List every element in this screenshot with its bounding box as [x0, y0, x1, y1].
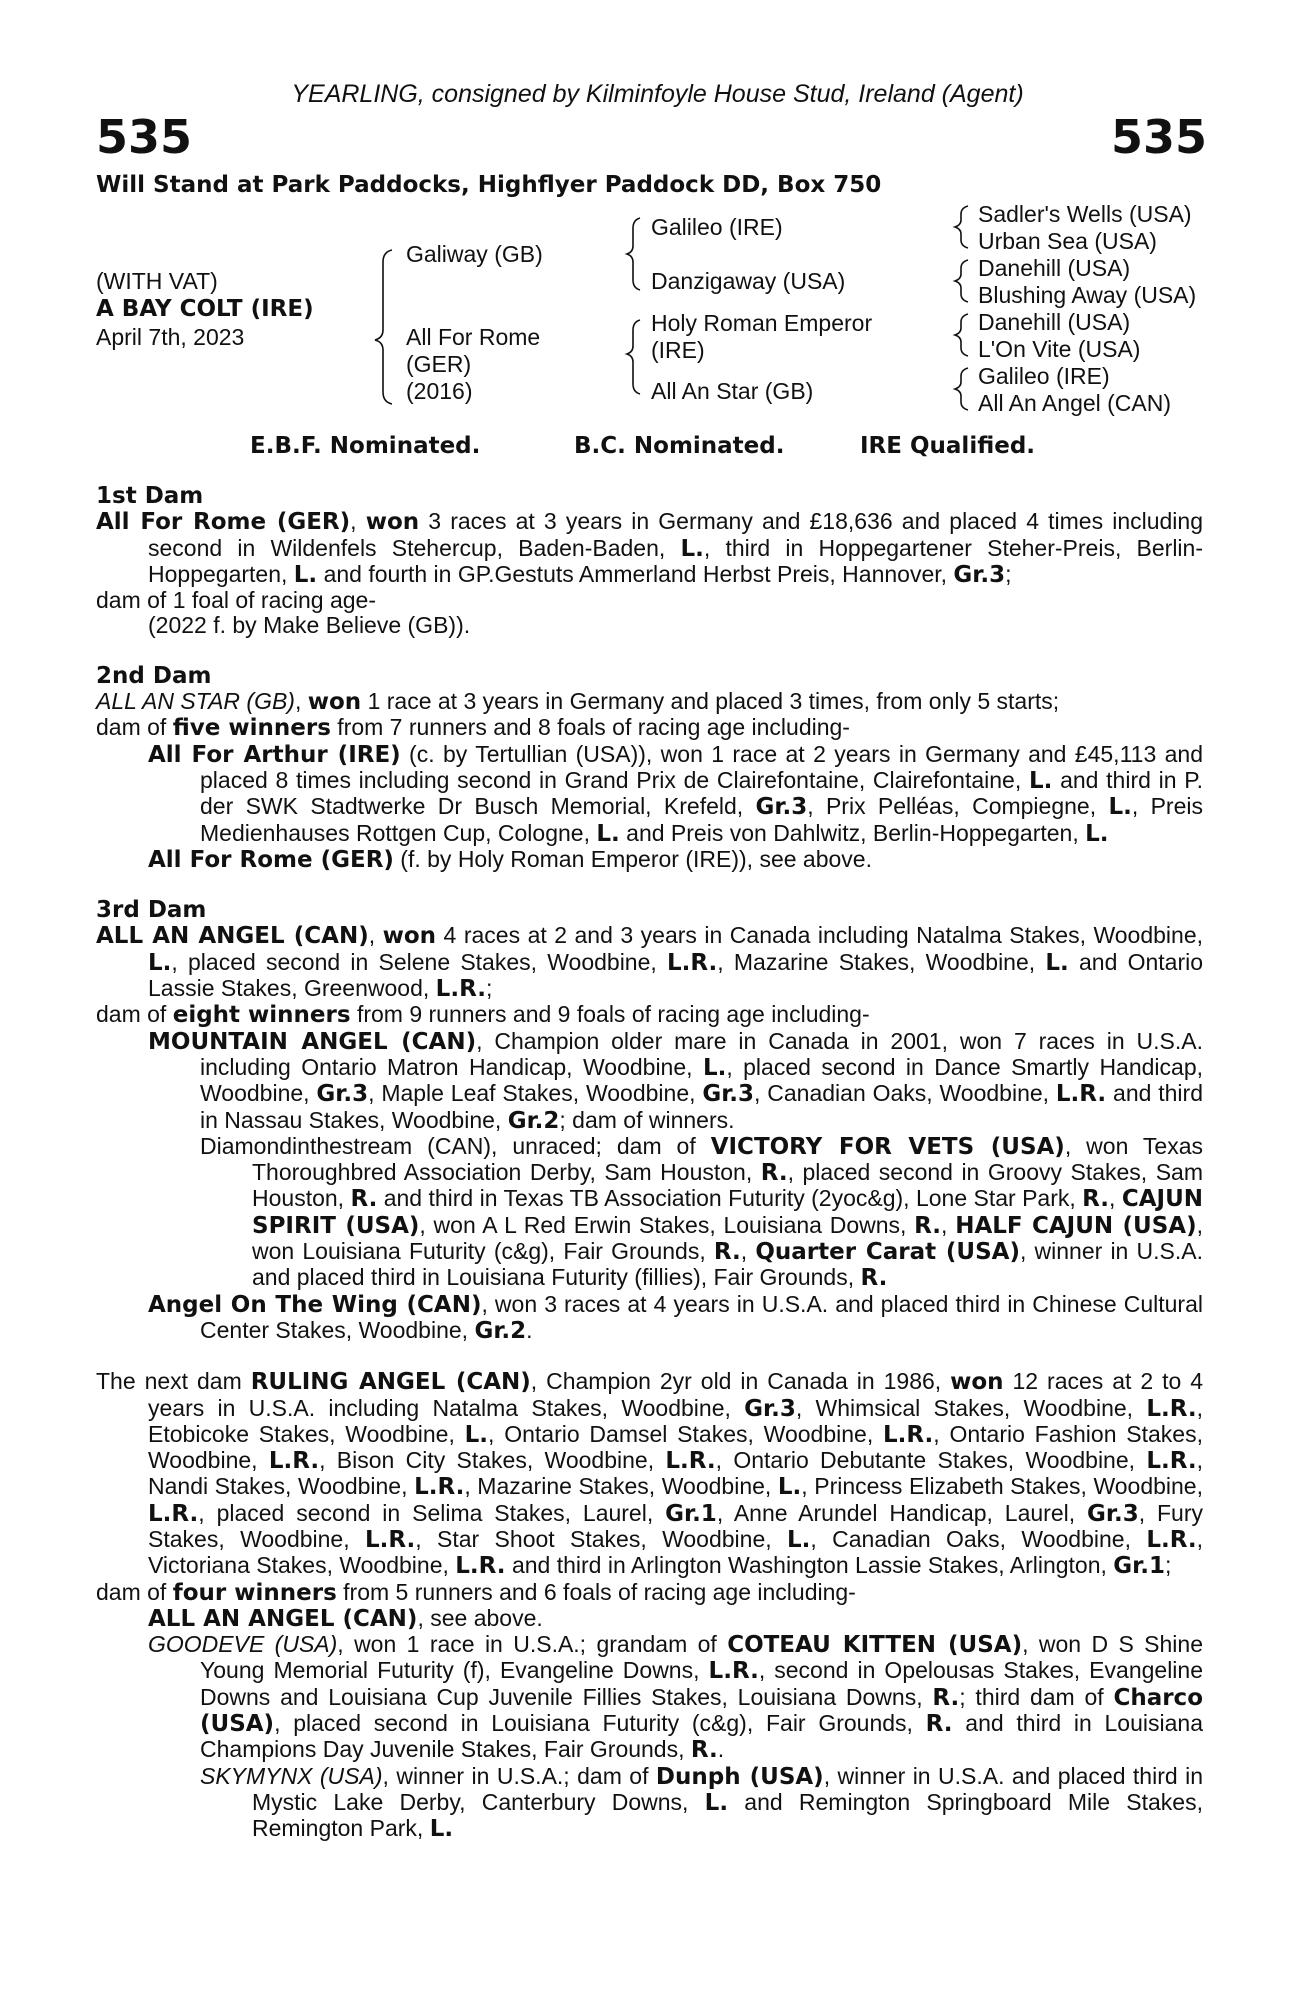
- first-dam-entry: All For Rome (GER), won 3 races at 3 years in Germany and £18,636 and placed 4 times including second in Wildenfels Stehercup, Baden-Baden, L., third in Hoppegartener Steher-Preis, Berlin-Hoppegarten, L. and fourth in GP.Gestuts Ammerland Herbst Preis, Hannover, Gr.3;: [96, 508, 1204, 588]
- horse-name: A BAY COLT (IRE): [96, 296, 314, 322]
- third-dam-entry: ALL AN ANGEL (CAN), won 4 races at 2 and 3 years in Canada including Natalma Stakes, Woodbine, L., placed second in Selene Stakes, Woodbine, L.R., Mazarine Stakes, Woodbine, L. and Ontario Lassie Stakes, Greenwood, L.R.;: [96, 922, 1204, 1003]
- produce-all-an-angel: ALL AN ANGEL (CAN), see above.: [148, 1604, 543, 1632]
- first-dam-produce: dam of 1 foal of racing age-: [96, 587, 376, 614]
- produce-all-for-arthur: All For Arthur (IRE) (c. by Tertullian (USA)), won 1 race at 2 years in Germany and £45,113 and placed 8 times including second in Grand Prix de Clairefontaine, Clairefontaine, L. and third in P. der SWK Stadtwerke Dr Busch Memorial, Krefeld, Gr.3, Prix Pelléas, Compiegne, L., Preis Medienhauses Rottgen Cup, Cologne, L. and Preis von Dahlwitz, Berlin-Hoppegarten, L.: [148, 740, 1203, 847]
- first-dam-heading: 1st Dam: [96, 483, 204, 509]
- next-dam-entry: The next dam RULING ANGEL (CAN), Champion 2yr old in Canada in 1986, won 12 races at 2 to 4 years in U.S.A. including Natalma Stakes, Woodbine, Gr.3, Whimsical Stakes, Woodbine, L.R., Etobicoke Stakes, Woodbine, L., Ontario Damsel Stakes, Woodbine, L.R., Ontario Fashion Stakes, Woodbine, L.R., Bison City Stakes, Woodbine, L.R., Ontario Debutante Stakes, Woodbine, L.R., Nandi Stakes, Woodbine, L.R., Mazarine Stakes, Woodbine, L., Princess Elizabeth Stakes, Woodbine, L.R., placed second in Selima Stakes, Laurel, Gr.1, Anne Arundel Handicap, Laurel, Gr.3, Fury Stakes, Woodbine, L.R., Star Shoot Stakes, Woodbine, L., Canadian Oaks, Woodbine, L.R., Victoriana Stakes, Woodbine, L.R. and third in Arlington Washington Lassie Stakes, Arlington, Gr.1;: [96, 1368, 1204, 1580]
- ire-qualified: IRE Qualified.: [860, 433, 1036, 459]
- stand-location: Will Stand at Park Paddocks, Highflyer Paddock DD, Box 750: [96, 172, 882, 198]
- dam-sire-line1: Holy Roman Emperor: [651, 310, 873, 336]
- produce-mountain-angel: MOUNTAIN ANGEL (CAN), Champion older mare in Canada in 2001, won 7 races in U.S.A. including Ontario Matron Handicap, Woodbine, L., placed second in Dance Smartly Handicap, Woodbine, Gr.3, Maple Leaf Stakes, Woodbine, Gr.3, Canadian Oaks, Woodbine, L.R. and third in Nassau Stakes, Woodbine, Gr.2; dam of winners.: [148, 1027, 1204, 1134]
- foaling-date: April 7th, 2023: [96, 324, 245, 350]
- third-dam-heading: 3rd Dam: [96, 897, 207, 924]
- sire-dam-name: Danzigaway (USA): [651, 268, 846, 294]
- catalogue-body: [96, 484, 1203, 1843]
- dam-dam-name: All An Star (GB): [651, 378, 814, 404]
- dam-name-line2: (GER): [406, 351, 472, 377]
- ancestor-2: Urban Sea (USA): [978, 228, 1157, 254]
- ancestor-3: Danehill (USA): [978, 255, 1131, 281]
- ebf-nomination: E.B.F. Nominated.: [250, 433, 481, 459]
- lot-number-left: 535: [96, 110, 193, 164]
- ancestor-1: Sadler's Wells (USA): [978, 201, 1192, 227]
- lot-number-right: 535: [1110, 110, 1207, 164]
- ancestor-4: Blushing Away (USA): [978, 282, 1197, 308]
- vat-note: (WITH VAT): [96, 268, 218, 294]
- ancestor-6: L'On Vite (USA): [978, 336, 1141, 362]
- next-dam-produce: dam of four winners from 5 runners and 6 foals of racing age including-: [96, 1578, 856, 1606]
- dam-name-line3: (2016): [406, 378, 473, 404]
- bc-nomination: B.C. Nominated.: [574, 433, 785, 459]
- third-dam-produce: dam of eight winners from 9 runners and 9 foals of racing age including-: [96, 1001, 870, 1029]
- dam-name-line1: All For Rome: [406, 324, 541, 350]
- produce-goodeve: GOODEVE (USA), won 1 race in U.S.A.; grandam of COTEAU KITTEN (USA), won D S Shine Young Memorial Futurity (f), Evangeline Downs, L.R., second in Opelousas Stakes, Evangeline Downs and Louisiana Cup Juvenile Fillies Stakes, Louisiana Downs, R.; third dam of Charco (USA), placed second in Louisiana Futurity (c&g), Fair Grounds, R. and third in Louisiana Champions Day Juvenile Stakes, Fair Grounds, R..: [148, 1631, 1203, 1764]
- second-dam-entry: ALL AN STAR (GB), won 1 race at 3 years in Germany and placed 3 times, from only 5 starts;: [96, 688, 1060, 716]
- ancestor-5: Danehill (USA): [978, 309, 1131, 335]
- ancestor-8: All An Angel (CAN): [978, 390, 1172, 416]
- sire-sire-name: Galileo (IRE): [651, 214, 783, 240]
- second-dam-produce: dam of five winners from 7 runners and 8 foals of racing age including-: [96, 714, 850, 742]
- produce-angel-on-the-wing: Angel On The Wing (CAN), won 3 races at 4 years in U.S.A. and placed third in Chinese Cultural Center Stakes, Woodbine, Gr.2.: [148, 1290, 1203, 1344]
- dam-sire-line2: (IRE): [651, 337, 705, 363]
- produce-skymynx: SKYMYNX (USA), winner in U.S.A.; dam of Dunph (USA), winner in U.S.A. and placed third in Mystic Lake Derby, Canterbury Downs, L. and Remington Springboard Mile Stakes, Remington Park, L.: [200, 1762, 1203, 1843]
- sire-name: Galiway (GB): [406, 241, 543, 267]
- ancestor-7: Galileo (IRE): [978, 363, 1110, 389]
- produce-all-for-rome: All For Rome (GER) (f. by Holy Roman Emperor (IRE)), see above.: [148, 845, 872, 873]
- consignment-line: YEARLING, consigned by Kilminfoyle House Stud, Ireland (Agent): [291, 80, 1024, 108]
- first-dam-foal: (2022 f. by Make Believe (GB)).: [148, 612, 471, 639]
- second-dam-heading: 2nd Dam: [96, 662, 212, 689]
- produce-diamondinthestream: Diamondinthestream (CAN), unraced; dam of VICTORY FOR VETS (USA), won Texas Thoroughbred Association Derby, Sam Houston, R., placed second in Groovy Stakes, Sam Houston, R. and third in Texas TB Association Futurity (2yoc&g), Lone Star Park, R., CAJUN SPIRIT (USA), won A L Red Erwin Stakes, Louisiana Downs, R., HALF CAJUN (USA), won Louisiana Futurity (c&g), Fair Grounds, R., Quarter Carat (USA), winner in U.S.A. and placed third in Louisiana Futurity (fillies), Fair Grounds, R.: [200, 1132, 1204, 1292]
